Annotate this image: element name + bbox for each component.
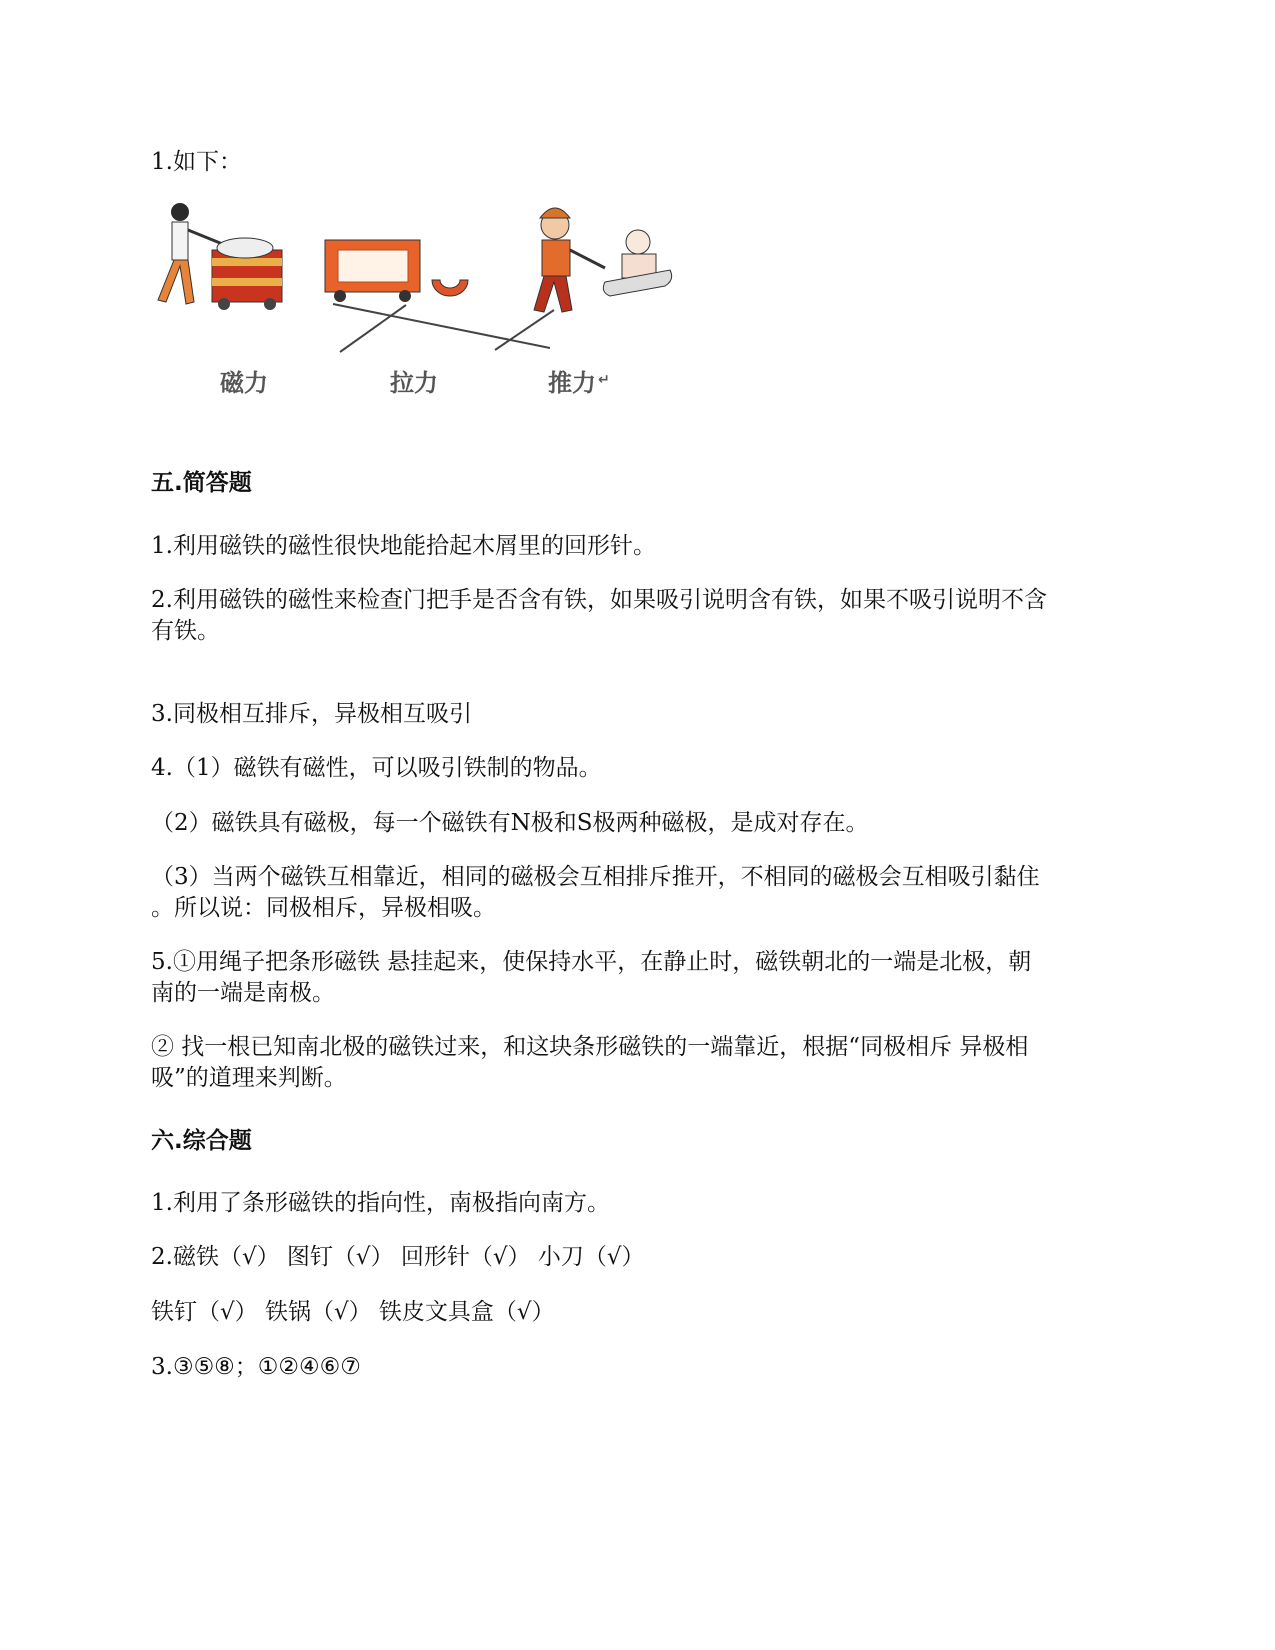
answer-6-1: 1.利用了条形磁铁的指向性，南极指向南方。 (151, 1190, 610, 1216)
answer-5-4-1: 4.（1）磁铁有磁性，可以吸引铁制的物品。 (151, 755, 602, 781)
answer-6-2-line1: 2.磁铁（√） 图钉（√） 回形针（√） 小刀（√） (151, 1244, 645, 1270)
answer-5-4-3-line2: 。所以说：同极相斥，异极相吸。 (151, 895, 496, 921)
answer-5-5-1-line2: 南的一端是南极。 (151, 980, 335, 1006)
label-magnetic-force: 磁力 (220, 369, 268, 397)
section-heading-short-answer: 五.简答题 (151, 470, 252, 496)
answer-5-4-2: （2）磁铁具有磁极，每一个磁铁有N极和S极两种磁极，是成对存在。 (151, 810, 869, 836)
matching-lines (333, 304, 554, 352)
answer-5-5-2-line1: ② 找一根已知南北极的磁铁过来，和这块条形磁铁的一端靠近，根据“同极相斥 异极相 (151, 1034, 1029, 1060)
label-pushing-force: 推力 (548, 369, 596, 397)
answer-5-3: 3.同极相互排斥，异极相互吸引 (151, 701, 472, 727)
answer-5-1: 1.利用磁铁的磁性很快地能拾起木屑里的回形针。 (151, 533, 656, 559)
answer-5-2-line2: 有铁。 (151, 618, 220, 644)
cart-and-magnet (325, 240, 468, 302)
answer-5-5-2-line2: 吸”的道理来判断。 (151, 1065, 347, 1091)
return-mark: ↵ (598, 372, 610, 388)
answer-6-3: 3.③⑤⑧；①②④⑥⑦ (151, 1354, 361, 1380)
answer-5-4-3-line1: （3）当两个磁铁互相靠近，相同的磁极会互相排斥推开，不相同的磁极会互相吸引黏住 (151, 864, 1040, 890)
answer-4-1: 1.如下： (151, 149, 242, 175)
label-pulling-force: 拉力 (390, 369, 438, 397)
answer-5-2-line1: 2.利用磁铁的磁性来检查门把手是否含有铁，如果吸引说明含有铁，如果不吸引说明不含 (151, 587, 1047, 613)
section-heading-comprehensive: 六.综合题 (151, 1128, 252, 1154)
force-matching-illustration (150, 200, 710, 405)
answer-6-2-line2: 铁钉（√） 铁锅（√） 铁皮文具盒（√） (151, 1299, 555, 1325)
children-with-sled (534, 208, 672, 312)
boy-pushing-cart (158, 203, 282, 310)
answer-5-5-1-line1: 5.①用绳子把条形磁铁 悬挂起来，使保持水平，在静止时，磁铁朝北的一端是北极，朝 (151, 949, 1032, 975)
